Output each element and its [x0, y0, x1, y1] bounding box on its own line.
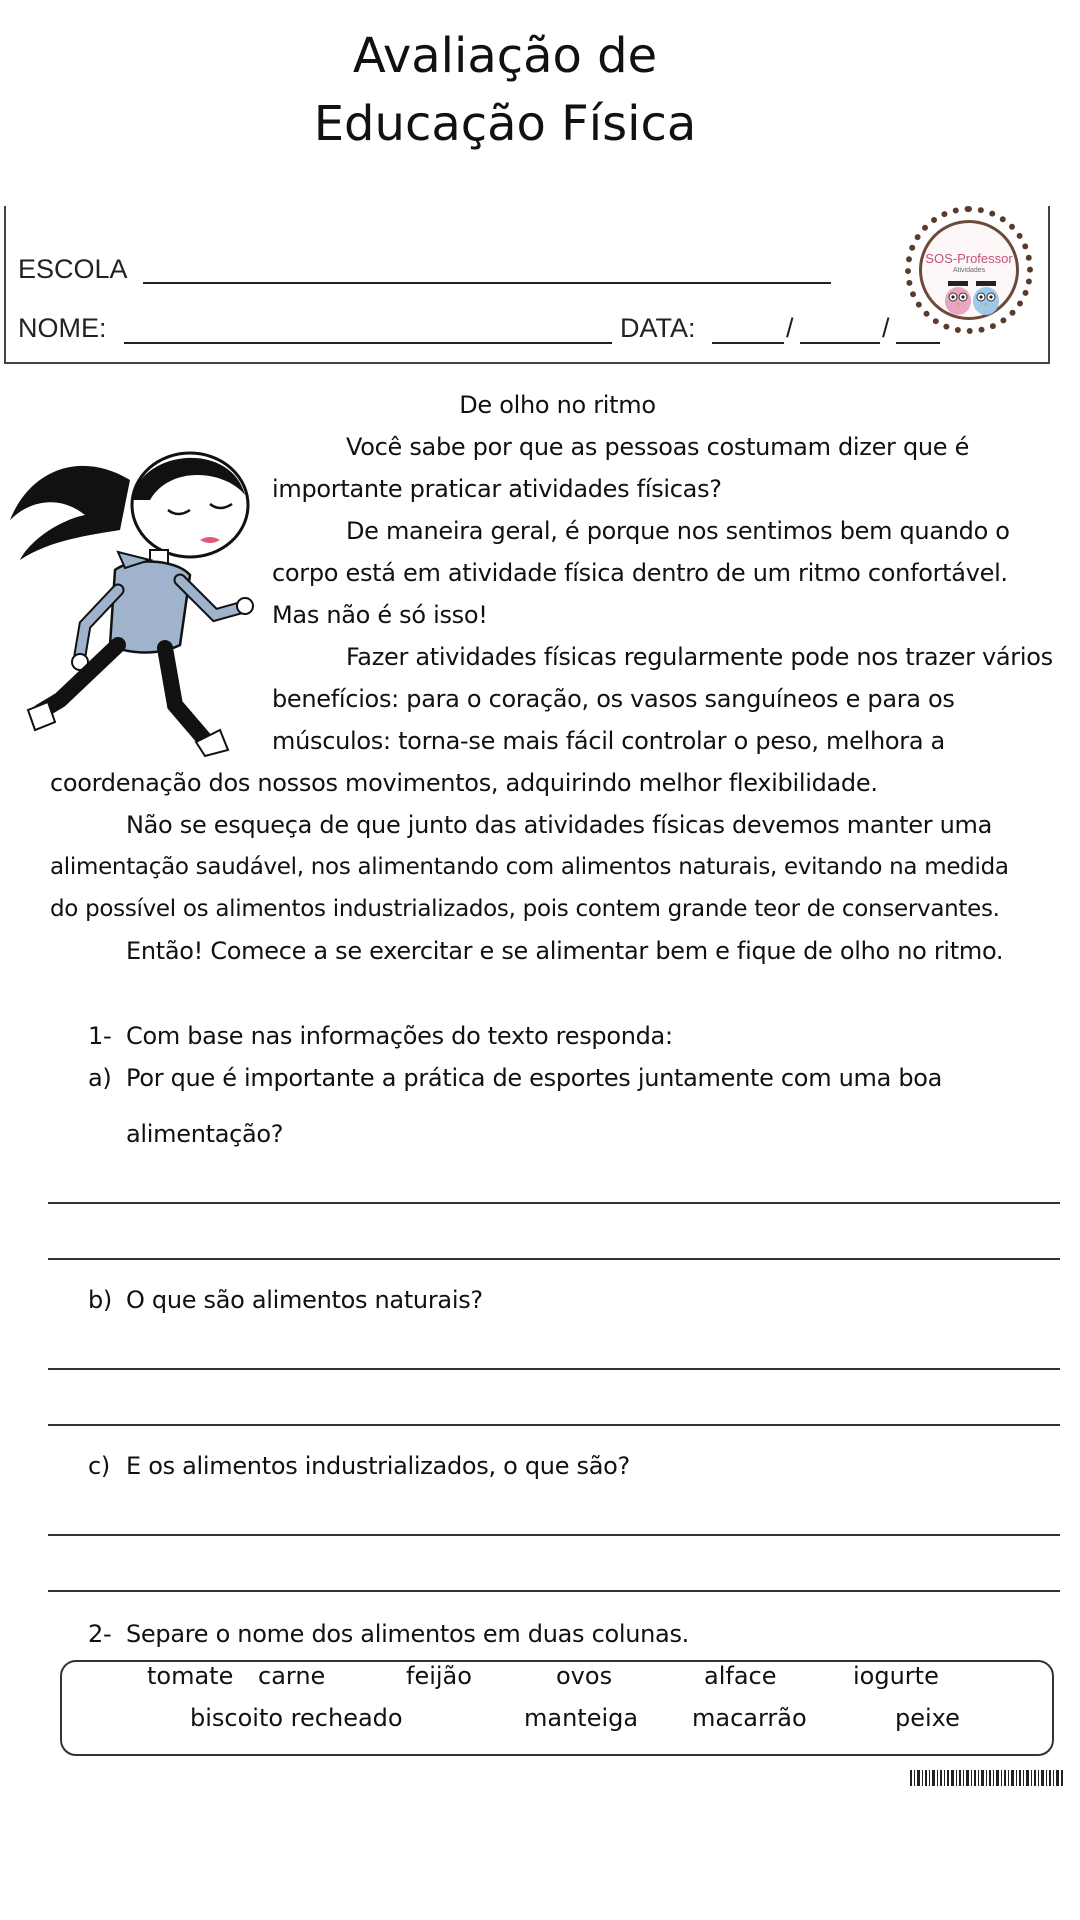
food-item: tomate — [147, 1662, 234, 1690]
date-label: DATA: — [620, 313, 696, 343]
qc-letter: c) — [88, 1452, 110, 1480]
reading-line: do possível os alimentos industrializados, pois contem grande teor de conservantes. — [50, 896, 1000, 922]
food-item: alface — [704, 1662, 777, 1690]
answer-line-c1[interactable] — [48, 1534, 1060, 1536]
answer-line-b1[interactable] — [48, 1368, 1060, 1370]
date-year-field[interactable] — [896, 342, 940, 344]
qb-letter: b) — [88, 1286, 112, 1314]
logo-subtext: Atividades — [952, 267, 986, 274]
reading-line: Não se esqueça de que junto das atividades físicas devemos manter uma — [126, 811, 993, 839]
reading-line: coordenação dos nossos movimentos, adquirindo melhor flexibilidade. — [50, 769, 878, 797]
date-day-field[interactable] — [712, 342, 784, 344]
school-field[interactable] — [143, 282, 831, 284]
q2-text: Separe o nome dos alimentos em duas colunas. — [126, 1620, 689, 1648]
answer-line-a2[interactable] — [48, 1258, 1060, 1260]
reading-title: De olho no ritmo — [459, 391, 656, 419]
name-field[interactable] — [124, 342, 612, 344]
reading-line: Você sabe por que as pessoas costumam dizer que é — [346, 433, 970, 461]
reading-line: músculos: torna-se mais fácil controlar o peso, melhora a — [272, 727, 945, 755]
qa-letter: a) — [88, 1064, 112, 1092]
qa-text-line2: alimentação? — [126, 1120, 284, 1148]
reading-line: De maneira geral, é porque nos sentimos bem quando o — [346, 517, 1010, 545]
answer-line-a1[interactable] — [48, 1202, 1060, 1204]
food-item: macarrão — [692, 1704, 807, 1732]
reading-line: corpo está em atividade física dentro de um ritmo confortável. — [272, 559, 1008, 587]
header-form-box — [4, 206, 1050, 364]
food-item: manteiga — [524, 1704, 639, 1732]
barcode-decoration — [910, 1770, 1064, 1786]
page-title-line1: Avaliação de — [352, 28, 658, 84]
food-item: biscoito recheado — [190, 1704, 403, 1732]
food-item: ovos — [556, 1662, 613, 1690]
q2-number: 2- — [88, 1620, 112, 1648]
qa-text-line1: Por que é importante a prática de esportes juntamente com uma boa — [126, 1064, 943, 1092]
running-girl-illustration — [0, 440, 260, 760]
date-slash-2: / — [882, 313, 890, 343]
food-item: peixe — [895, 1704, 960, 1732]
date-month-field[interactable] — [800, 342, 880, 344]
name-label: NOME: — [18, 313, 107, 343]
reading-line: benefícios: para o coração, os vasos sanguíneos e para os — [272, 685, 955, 713]
school-label: ESCOLA — [18, 254, 128, 284]
logo-text: SOS-Professor — [925, 251, 1013, 266]
answer-line-b2[interactable] — [48, 1424, 1060, 1426]
reading-line: Fazer atividades físicas regularmente pode nos trazer vários — [346, 643, 1053, 671]
qb-text: O que são alimentos naturais? — [126, 1286, 483, 1314]
q1-text: Com base nas informações do texto responda: — [126, 1022, 673, 1050]
date-slash-1: / — [786, 313, 794, 343]
q1-number: 1- — [88, 1022, 112, 1050]
reading-line: Então! Comece a se exercitar e se alimentar bem e fique de olho no ritmo. — [126, 937, 1004, 965]
qc-text: E os alimentos industrializados, o que são? — [126, 1452, 630, 1480]
sos-professor-logo — [905, 206, 1033, 334]
reading-line: importante praticar atividades físicas? — [272, 475, 722, 503]
food-item: carne — [258, 1662, 326, 1690]
food-item: iogurte — [853, 1662, 939, 1690]
food-item: feijão — [406, 1662, 472, 1690]
reading-line: Mas não é só isso! — [272, 601, 488, 629]
reading-line: alimentação saudável, nos alimentando com alimentos naturais, evitando na medida — [50, 854, 1009, 880]
page-title-line2: Educação Física — [313, 96, 697, 152]
answer-line-c2[interactable] — [48, 1590, 1060, 1592]
owls-icon — [940, 277, 1006, 317]
